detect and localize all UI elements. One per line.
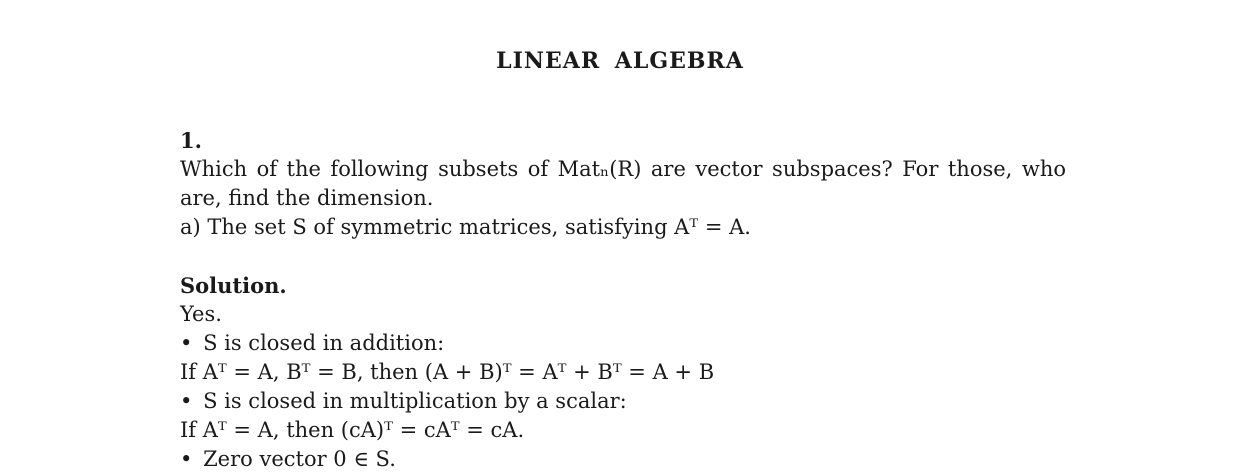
bullet-item-zero-vector bbox=[180, 445, 1066, 474]
bullet-icon: • bbox=[180, 389, 193, 413]
solution-heading: Solution. bbox=[180, 273, 287, 298]
bullet-text: S is closed in addition: bbox=[203, 331, 445, 355]
addition-proof: If Aᵀ = A, Bᵀ = B, then (A + B)ᵀ = Aᵀ + Bᵀ = A + B bbox=[180, 360, 715, 384]
bullet-icon: • bbox=[180, 447, 193, 471]
problem-part-a: a) The set S of symmetric matrices, satisfying Aᵀ = A. bbox=[180, 215, 751, 239]
problem-number: 1. bbox=[180, 128, 202, 153]
page-title: LINEAR ALGEBRA bbox=[496, 48, 744, 74]
solution-answer: Yes. bbox=[180, 302, 222, 326]
bullet-item-closed-scalar bbox=[180, 387, 1066, 416]
bullet-icon: • bbox=[180, 331, 193, 355]
problem-content bbox=[180, 126, 1066, 474]
problem-statement-line-2: are, find the dimension. bbox=[180, 186, 434, 210]
section-spacer bbox=[180, 242, 1066, 271]
bullet-text: Zero vector 0 ∈ S. bbox=[203, 447, 396, 471]
bullet-item-closed-addition bbox=[180, 329, 1066, 358]
problem-statement-line-1: Which of the following subsets of Matₙ(R) are vector subspaces? For those, who bbox=[180, 157, 1066, 181]
scalar-proof: If Aᵀ = A, then (cA)ᵀ = cAᵀ = cA. bbox=[180, 418, 525, 442]
bullet-text: S is closed in multiplication by a scalar: bbox=[203, 389, 627, 413]
